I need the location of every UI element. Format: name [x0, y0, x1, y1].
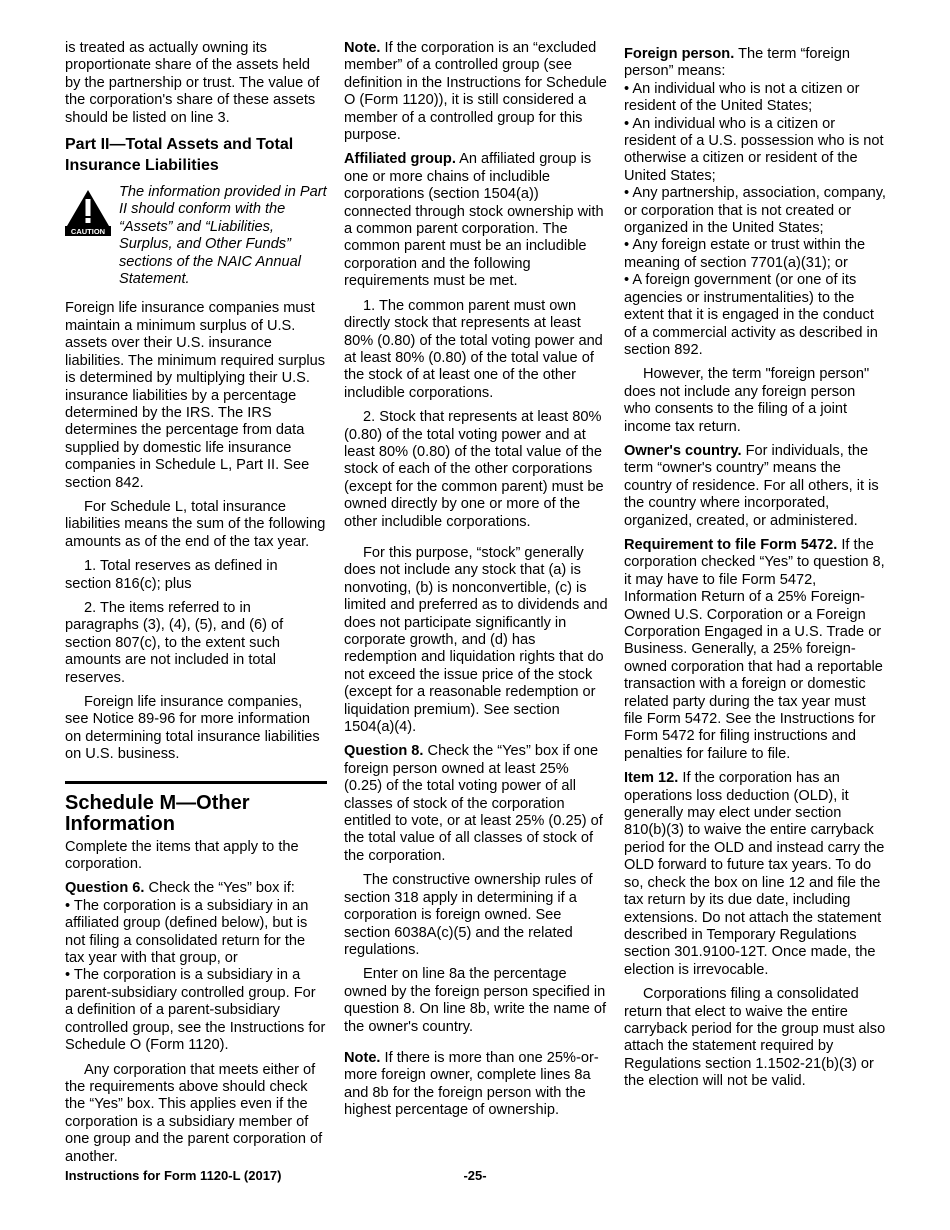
- foreign-person-text: The term “foreign person” means:: [624, 46, 851, 80]
- paragraph: Foreign life insurance companies must maintain a minimum surplus of U.S. assets over their U.S. insurance liabilities. The minimum required surplus is determined by multiplying their U.S. insurance liabilities by a percentage determined by the IRS. The IRS determines the percentage from data supplied by domestic life insurance companies in Schedule L, Part II. See section 842.: [65, 300, 326, 491]
- paragraph: is treated as actually owning its proportionate share of the assets held by the partnership or trust. The value of the corporation's share of these assets should be listed on line 3.: [65, 40, 320, 126]
- paragraph: Any corporation that meets either of the requirements above should check the “Yes” box. This applies even if the corporation is a subsidiary member of one group and the parent corporation of another.: [65, 1061, 323, 1165]
- bullet-item: • An individual who is a citizen or resident of a U.S. possession who is not otherwise a citizen or resident of the United States;: [624, 115, 884, 184]
- question-6-label: Question 6.: [65, 880, 145, 897]
- question-8-text: Check the “Yes” box if one foreign person owned at least 25% (0.25) of the total voting power of all classes of stock of the corporation entitled to vote, or at least 25% (0.25) of the total value of all classes of stock of the corporation.: [344, 743, 603, 864]
- paragraph: However, the term "foreign person" does not include any foreign person who consents to the filing of a joint income tax return.: [624, 366, 870, 435]
- schedule-m-heading: Schedule M—Other Information: [65, 791, 250, 835]
- paragraph: 2. The items referred to in paragraphs (3), (4), (5), and (6) of section 807(c), to the extent such amounts are not included in total reserves.: [65, 599, 284, 686]
- requirement-1: 1. The common parent must own directly stock that represents at least 80% (0.80) of the total voting power and at least 80% (0.80) of the total value of the stock of at least one of the other includible corporations.: [344, 297, 603, 401]
- caution-text: The information provided in Part II should conform with the “Assets” and “Liabilities, Surplus, and Other Funds” sections of the NAIC Annual Statement.: [119, 184, 327, 288]
- caution-label: CAUTION: [70, 227, 106, 237]
- note-paragraph: [344, 40, 608, 144]
- question-8: [344, 743, 608, 865]
- note-paragraph: [344, 1050, 608, 1120]
- column-1: [65, 40, 327, 1173]
- bullet-item: • Any partnership, association, company, or corporation that is not created or organized in the United States;: [624, 185, 886, 237]
- owners-country-label: Owner's country.: [624, 442, 742, 459]
- item-12-paragraph: [624, 770, 886, 979]
- question-6: [65, 880, 327, 897]
- bullet-item: • A foreign government (or one of its agencies or instrumentalities) to the extent that it is engaged in the conduct of a commercial activity as described in section 892.: [624, 272, 878, 358]
- owners-country-text: For individuals, the term “owner's country” means the country of residence. For all others, it is the country where incorporated, organized, created, or administered.: [624, 442, 879, 529]
- foreign-person-definition: [624, 46, 886, 81]
- column-3: [624, 40, 886, 1098]
- form-5472-label: Requirement to file Form 5472.: [624, 536, 838, 553]
- bullet-item: • The corporation is a subsidiary in an affiliated group (defined below), but is not filing a consolidated return for the tax year with that group, or: [65, 897, 309, 967]
- paragraph: Enter on line 8a the percentage owned by the foreign person specified in question 8. On line 8b, write the name of the owner's country.: [344, 966, 607, 1035]
- note-label: Note.: [344, 1049, 381, 1066]
- item-12-label: Item 12.: [624, 770, 679, 787]
- page-number: -25-: [463, 1168, 487, 1183]
- note-text: If the corporation is an “excluded member” of a controlled group (see definition in the Instructions for Schedule O (Form 1120)), it is still considered a member of a controlled group for this purpose.: [344, 40, 607, 144]
- note-label: Note.: [344, 40, 381, 56]
- requirement-2: 2. Stock that represents at least 80% (0.80) of the total voting power and at least 80% (0.80) of the total value of the stock of each of the other corporations (except for the common parent) must be owned directly by one or more of the other includible corporations.: [344, 409, 604, 530]
- affiliated-group-label: Affiliated group.: [344, 151, 456, 168]
- question-8-label: Question 8.: [344, 743, 424, 760]
- owners-country-paragraph: [624, 443, 886, 530]
- part-ii-heading: Part II—Total Assets and Total Insurance Liabilities: [65, 136, 294, 175]
- column-2: [344, 40, 608, 1127]
- caution-box: [65, 184, 327, 288]
- caution-icon: [65, 188, 111, 236]
- foreign-person-label: Foreign person.: [624, 46, 735, 62]
- bullet-item: • An individual who is not a citizen or resident of the United States;: [624, 80, 860, 115]
- paragraph: Complete the items that apply to the corporation.: [65, 838, 299, 873]
- affiliated-group-text: An affiliated group is one or more chains of includible corporations (section 1504(a)) connected through stock ownership with a common parent corporation. The common parent must be an includible corporation and the following requirements must be met.: [344, 151, 604, 290]
- item-12-text: If the corporation has an operations loss deduction (OLD), it generally may elect under section 810(b)(3) to waive the entire carryback period for the OLD and instead carry the OLD forward to future tax years. To do so, check the box on line 12 and file the tax return by its due date, including extensions. Do not attach the statement described in Temporary Regulations section 301.9100-12T. Once made, the election is irrevocable.: [624, 770, 885, 978]
- paragraph: The constructive ownership rules of section 318 apply in determining if a corporation is foreign owned. See section 6038A(c)(5) and the related regulations.: [344, 872, 593, 958]
- paragraph: 1. Total reserves as defined in section 816(c); plus: [65, 558, 278, 592]
- note-text: If there is more than one 25%-or-more foreign owner, complete lines 8a and 8b for the foreign person with the highest percentage of ownership.: [344, 1049, 599, 1119]
- paragraph: Foreign life insurance companies, see Notice 89-96 for more information on determining total insurance liabilities on U.S. business.: [65, 694, 320, 763]
- form-5472-paragraph: [624, 537, 886, 763]
- bullet-item: • Any foreign estate or trust within the meaning of section 7701(a)(31); or: [624, 237, 866, 271]
- paragraph: For Schedule L, total insurance liabilities means the sum of the following amounts as of the end of the tax year.: [65, 498, 326, 550]
- affiliated-group-paragraph: [344, 151, 608, 290]
- question-6-text: Check the “Yes” box if:: [148, 880, 295, 897]
- paragraph: For this purpose, “stock” generally does not include any stock that (a) is nonvoting, (b) is nonconvertible, (c) is limited and preferred as to dividends and does not participate significantly in corporate growth, and (d) has redemption and liquidation rights that do not exceed the issue price of the stock (except for a reasonable redemption or liquidation premium). See section 1504(a)(4).: [344, 544, 608, 736]
- section-divider: [65, 781, 327, 784]
- form-title: Instructions for Form 1120-L (2017): [65, 1168, 282, 1183]
- paragraph: Corporations filing a consolidated return that elect to waive the entire carryback period for the group must also attach the statement required by Regulations section 1.1502-21(b)(3) or the election will not be valid.: [624, 986, 886, 1090]
- bullet-item: • The corporation is a subsidiary in a parent-subsidiary controlled group. For a definition of a parent-subsidiary controlled group, see the Instructions for Schedule O (Form 1120).: [65, 967, 326, 1054]
- form-5472-text: If the corporation checked “Yes” to question 8, it may have to file Form 5472, Information Return of a 25% Foreign-Owned U.S. Corporation or a Foreign Corporation Engaged in a U.S. Trade or Business. Generally, a 25% foreign-owned corporation that had a reportable transaction with a foreign or domestic related party during the tax year must file Form 5472. See the Instructions for Form 5472 for filing instructions and penalties for failure to file.: [624, 536, 885, 762]
